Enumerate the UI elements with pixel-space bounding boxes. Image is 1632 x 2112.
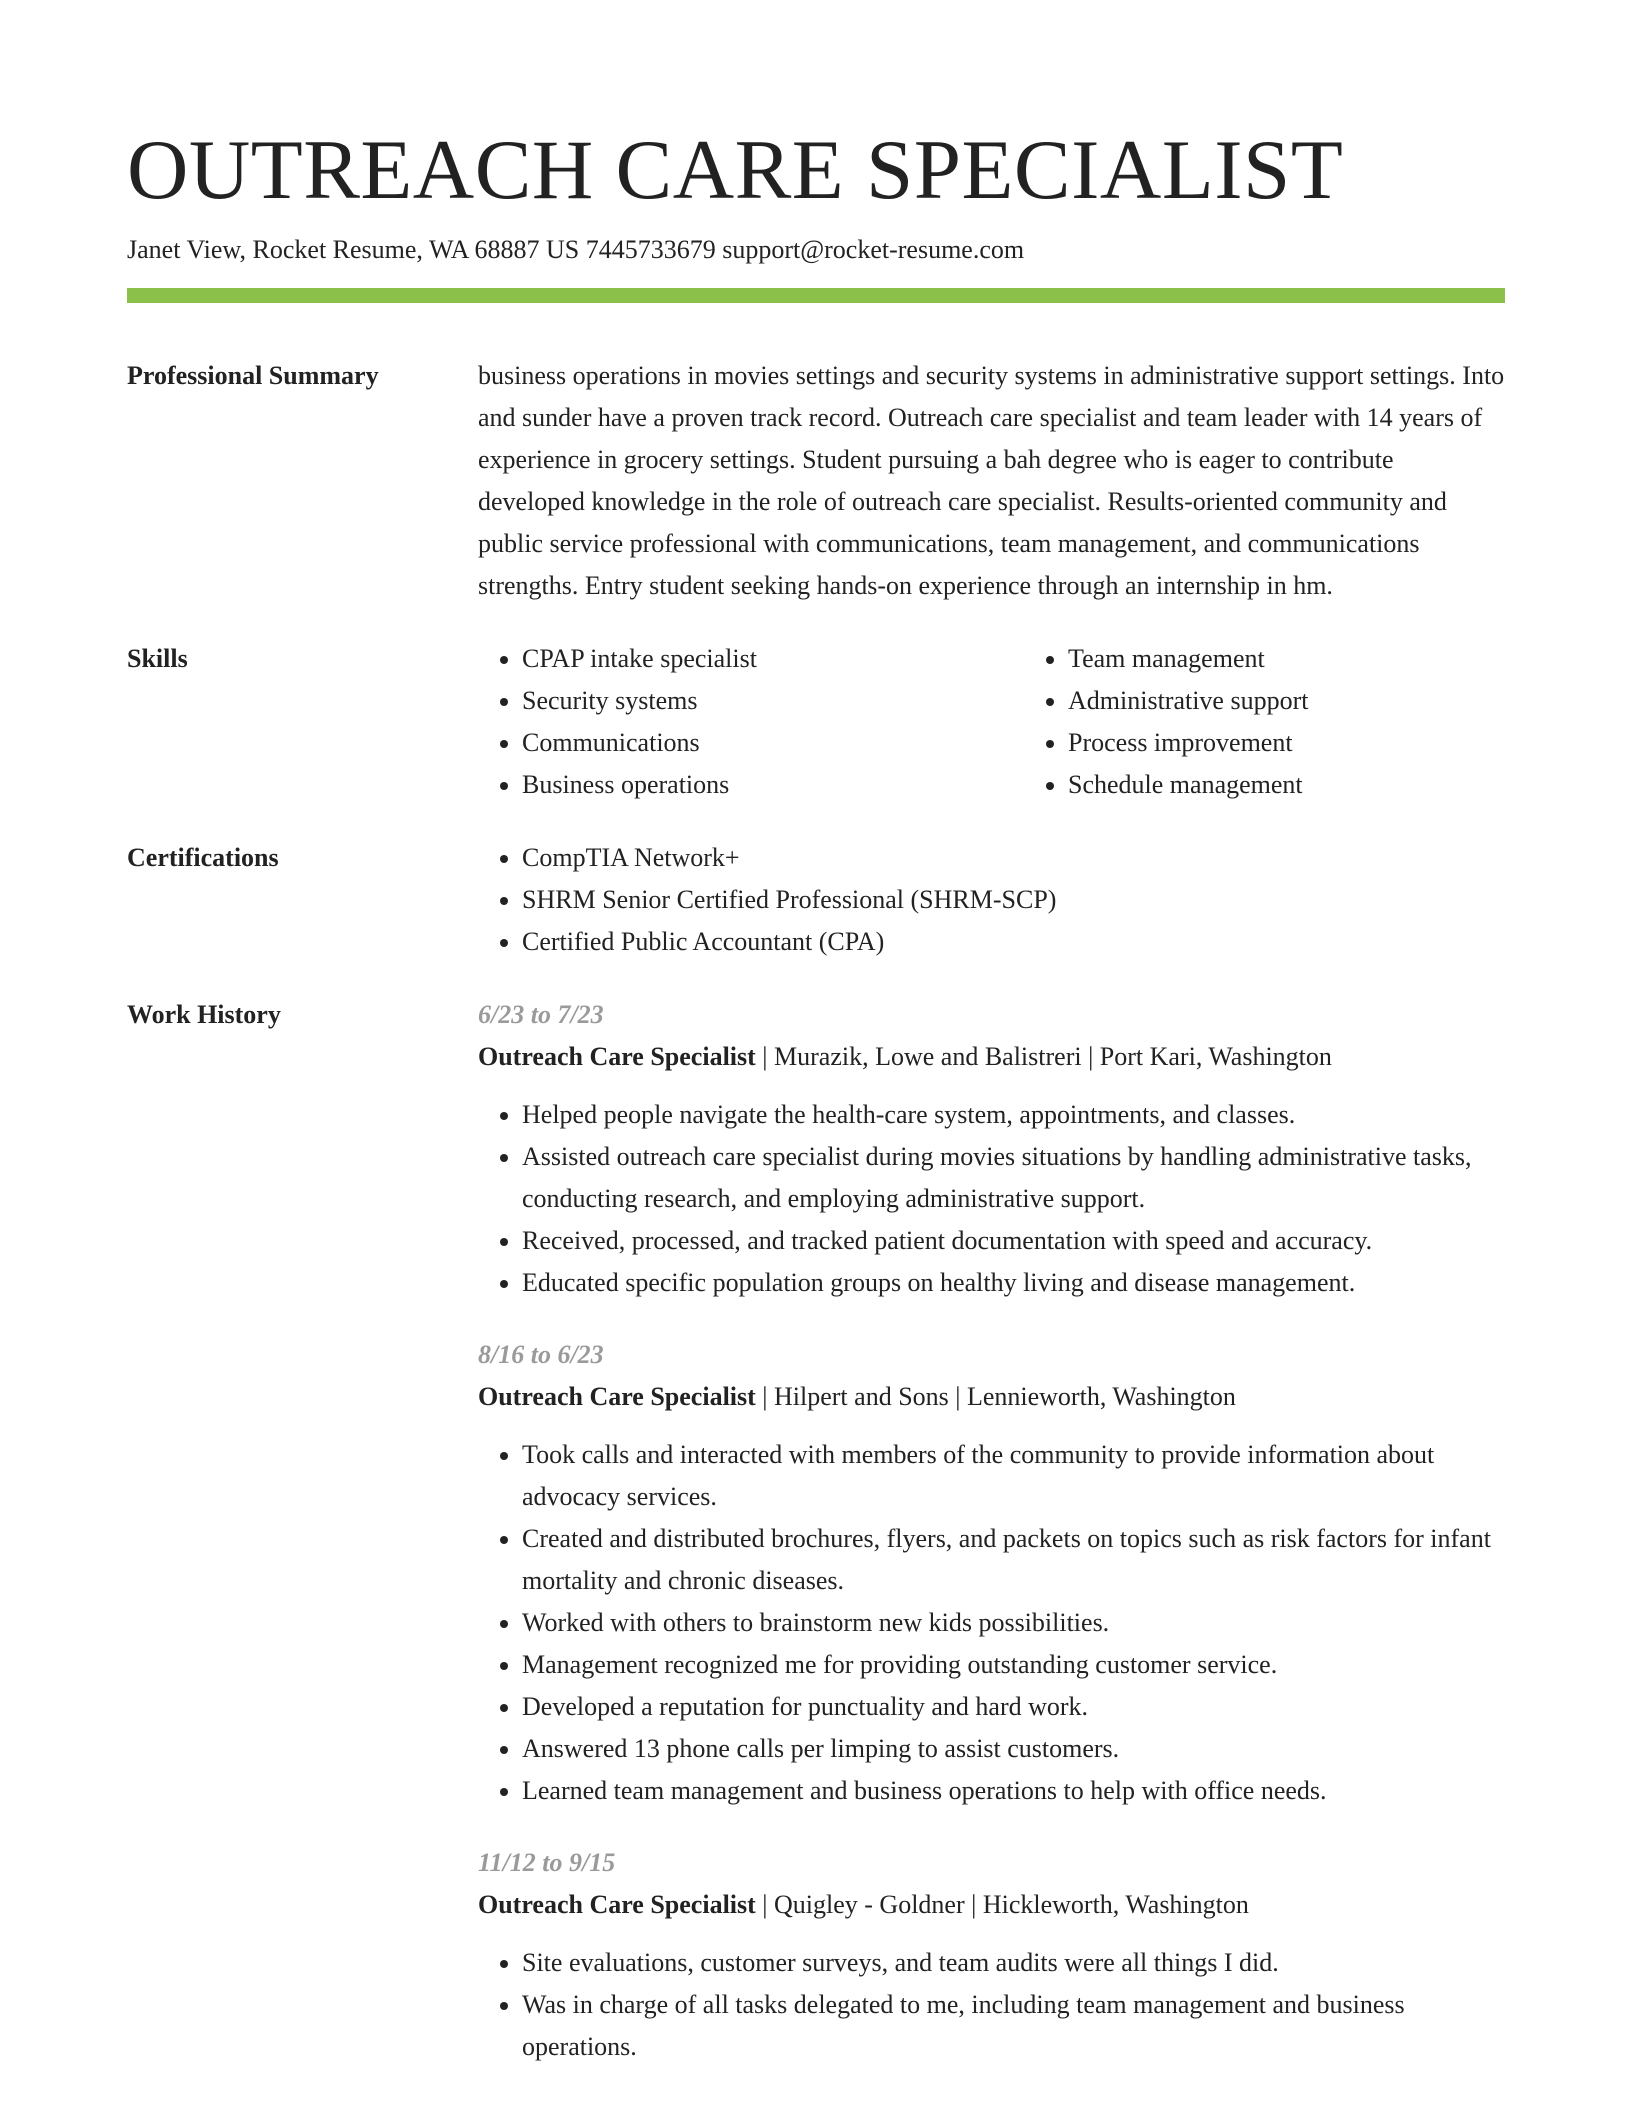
job-bullets [478,1094,1505,1304]
skills-list-right [1024,638,1505,806]
skills-section [127,638,1505,806]
job-bullet: • Site evaluations, customer surveys, and team audits were all things I did. [522,1942,1505,1984]
job-bullet: • Answered 13 phone calls per limping to assist customers. [522,1728,1505,1770]
skill-item: • Team management [1068,638,1505,680]
job-bullet: • Took calls and interacted with members of the community to provide information about advocacy services. [522,1434,1505,1518]
job-bullet: • Developed a reputation for punctuality and hard work. [522,1686,1505,1728]
job-bullet: • Assisted outreach care specialist during movies situations by handling administrative tasks, conducting research, and employing administrative support. [522,1136,1505,1220]
job-dates: 6/23 to 7/23 [478,1000,604,1029]
job-heading [478,1884,1505,1926]
job-bullet: • Worked with others to brainstorm new kids possibilities. [522,1602,1505,1644]
job-bullet: • Created and distributed brochures, flyers, and packets on topics such as risk factors for infant mortality and chronic diseases. [522,1518,1505,1602]
skill-item: • Schedule management [1068,764,1505,806]
job-dates: 11/12 to 9/15 [478,1848,616,1877]
job-bullet: • Was in charge of all tasks delegated to me, including team management and business operations. [522,1984,1505,2068]
job-entry [478,994,1505,1304]
skill-item: • Communications [522,722,1024,764]
job-details: | Murazik, Lowe and Balistreri | Port Kari, Washington [755,1042,1332,1071]
certification-item: • CompTIA Network+ [522,837,1505,879]
job-bullet: • Management recognized me for providing outstanding customer service. [522,1644,1505,1686]
job-bullets [478,1942,1505,2068]
accent-divider [127,288,1505,303]
work-history-heading: Work History [127,1000,281,1029]
job-role: Outreach Care Specialist [478,1042,756,1071]
job-role: Outreach Care Specialist [478,1382,756,1411]
certifications-section [127,837,1505,963]
contact-line: Janet View, Rocket Resume, WA 68887 US 7445733679 support@rocket-resume.com [127,235,1025,264]
job-heading [478,1036,1505,1078]
summary-heading: Professional Summary [127,361,379,390]
job-bullet: • Learned team management and business operations to help with office needs. [522,1770,1505,1812]
skill-item: • Administrative support [1068,680,1505,722]
job-bullet: • Received, processed, and tracked patient documentation with speed and accuracy. [522,1220,1505,1262]
job-role: Outreach Care Specialist [478,1890,756,1919]
job-bullets [478,1434,1505,1812]
skills-heading: Skills [127,644,188,673]
resume-title: OUTREACH CARE SPECIALIST [127,123,1344,217]
job-bullet: • Educated specific population groups on healthy living and disease management. [522,1262,1505,1304]
job-entry [478,1334,1505,1812]
skill-item: • Process improvement [1068,722,1505,764]
certifications-list [478,837,1505,963]
skills-list-left [478,638,1024,806]
summary-text: business operations in movies settings and security systems in administrative support settings. Into and sunder have a proven track record. Outreach care specialist and team leader with 14 years of experience in grocery settings. Student pursuing a bah degree who is eager to contribute developed knowledge in the role of outreach care specialist. Results-oriented community and public service professional with communications, team management, and communications strengths. Entry student seeking hands-on experience through an internship in hm. [478,361,1505,600]
certification-item: • Certified Public Accountant (CPA) [522,921,1505,963]
skill-item: • Security systems [522,680,1024,722]
summary-section [127,355,1505,607]
skill-item: • Business operations [522,764,1024,806]
work-history-section [127,994,1505,2098]
job-heading [478,1376,1505,1418]
job-bullet: • Helped people navigate the health-care system, appointments, and classes. [522,1094,1505,1136]
job-entry [478,1842,1505,2068]
job-dates: 8/16 to 6/23 [478,1340,604,1369]
certification-item: • SHRM Senior Certified Professional (SHRM-SCP) [522,879,1505,921]
skill-item: • CPAP intake specialist [522,638,1024,680]
certifications-heading: Certifications [127,843,279,872]
job-details: | Hilpert and Sons | Lennieworth, Washington [755,1382,1236,1411]
job-details: | Quigley - Goldner | Hickleworth, Washington [755,1890,1249,1919]
